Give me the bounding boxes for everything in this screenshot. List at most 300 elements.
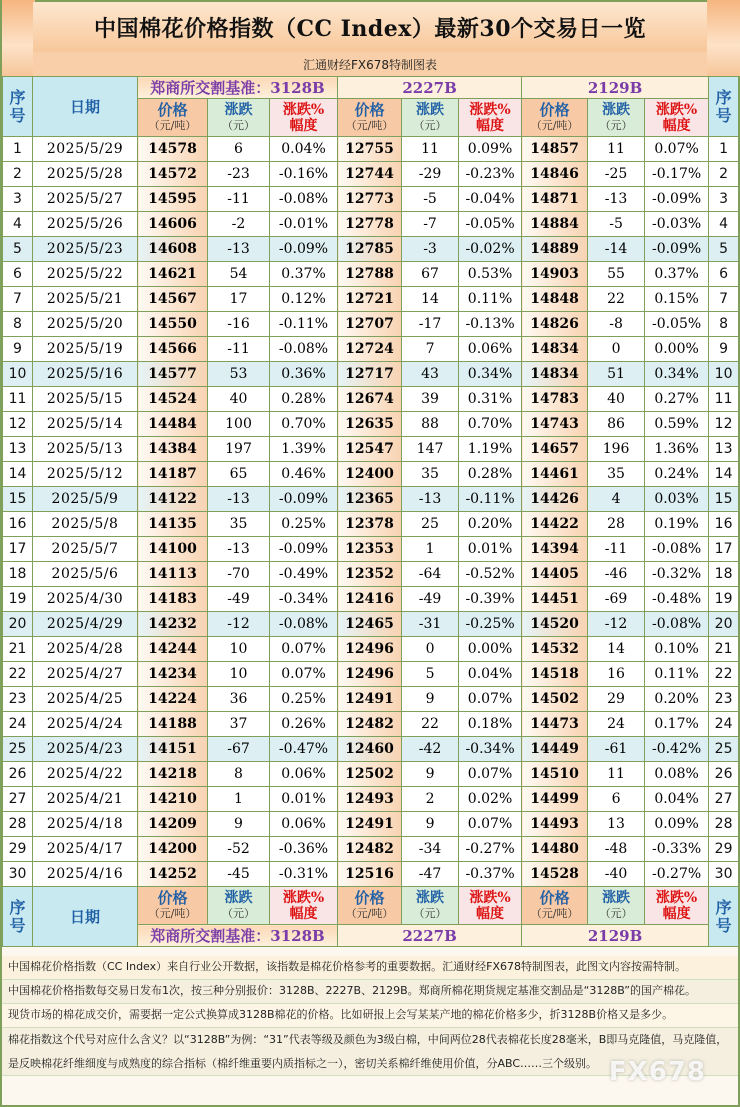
change-2129b: 4 <box>588 487 645 512</box>
price-3128b: 14550 <box>138 312 208 337</box>
row-date: 2025/5/23 <box>33 237 138 262</box>
g2129b-price-header <box>522 99 588 137</box>
change-3128b: 35 <box>208 512 270 537</box>
change-label: 涨跌 <box>416 101 445 118</box>
change-2227b: -34 <box>402 837 459 862</box>
change-2227b: 9 <box>402 687 459 712</box>
pct-label-top: 涨跌% <box>655 889 698 906</box>
price-2129b: 14461 <box>522 462 588 487</box>
pct-3128b: 0.26% <box>270 712 338 737</box>
date-header: 日期 <box>33 77 138 137</box>
table-row <box>3 287 739 312</box>
change-2129b: -48 <box>588 837 645 862</box>
pct-3128b: -0.09% <box>270 487 338 512</box>
pct-2227b: 0.07% <box>459 687 522 712</box>
change-label: 涨跌 <box>602 889 631 906</box>
row-date: 2025/5/16 <box>33 362 138 387</box>
change-2129b: 196 <box>588 437 645 462</box>
change-3128b: -13 <box>208 237 270 262</box>
f2129b-pct-header <box>645 887 709 925</box>
price-2129b: 14834 <box>522 337 588 362</box>
change-3128b: 9 <box>208 812 270 837</box>
change-2129b: 55 <box>588 262 645 287</box>
table-row <box>3 537 739 562</box>
pct-2129b: 0.08% <box>645 762 709 787</box>
price-3128b: 14232 <box>138 612 208 637</box>
row-date: 2025/4/23 <box>33 737 138 762</box>
row-seq-right: 25 <box>709 737 739 762</box>
note-2: 中国棉花价格指数每交易日发布1次，按三种分别报价：3128B、2227B、2129B。郑商所棉花期货规定基准交割品是“3128B”的国产棉花。 <box>2 980 738 1004</box>
change-2227b: 7 <box>402 337 459 362</box>
price-3128b: 14621 <box>138 262 208 287</box>
left-header-strip <box>2 0 35 76</box>
pct-2129b: 0.11% <box>645 662 709 687</box>
change-2227b: 67 <box>402 262 459 287</box>
row-date: 2025/5/19 <box>33 337 138 362</box>
table-row <box>3 412 739 437</box>
row-seq-right: 10 <box>709 362 739 387</box>
price-label: 价格 <box>539 100 570 119</box>
price-3128b: 14122 <box>138 487 208 512</box>
row-seq: 24 <box>3 712 33 737</box>
table-row <box>3 737 739 762</box>
pct-2129b: 0.03% <box>645 487 709 512</box>
change-2227b: 35 <box>402 462 459 487</box>
row-date: 2025/4/18 <box>33 812 138 837</box>
row-date: 2025/5/14 <box>33 412 138 437</box>
row-date: 2025/5/20 <box>33 312 138 337</box>
table-row <box>3 137 739 162</box>
row-seq: 26 <box>3 762 33 787</box>
price-3128b: 14595 <box>138 187 208 212</box>
pct-label-top: 涨跌% <box>282 889 325 906</box>
row-date: 2025/5/13 <box>33 437 138 462</box>
g2227b-price-header <box>338 99 402 137</box>
seq-label: 序号 <box>715 87 732 125</box>
price-3128b: 14200 <box>138 837 208 862</box>
pct-label-bottom: 幅度 <box>476 117 505 134</box>
row-date: 2025/5/8 <box>33 512 138 537</box>
group-header-2129b: 2129B <box>522 77 709 99</box>
change-2227b: -7 <box>402 212 459 237</box>
pct-label-bottom: 幅度 <box>289 117 318 134</box>
change-3128b: 37 <box>208 712 270 737</box>
pct-label-bottom: 幅度 <box>662 905 691 922</box>
pct-2227b: -0.27% <box>459 837 522 862</box>
pct-3128b: 0.36% <box>270 362 338 387</box>
price-3128b: 14135 <box>138 512 208 537</box>
table-row <box>3 787 739 812</box>
group-footer-3128b: 郑商所交割基准：3128B <box>138 925 338 947</box>
price-2227b: 12778 <box>338 212 402 237</box>
pct-2129b: 0.10% <box>645 637 709 662</box>
change-2129b: 0 <box>588 337 645 362</box>
change-2129b: 11 <box>588 137 645 162</box>
table-row <box>3 587 739 612</box>
price-3128b: 14224 <box>138 687 208 712</box>
price-unit: （元/吨） <box>530 906 579 920</box>
pct-2129b: -0.32% <box>645 562 709 587</box>
table-row <box>3 337 739 362</box>
pct-2129b: 0.07% <box>645 137 709 162</box>
price-2227b: 12707 <box>338 312 402 337</box>
price-3128b: 14524 <box>138 387 208 412</box>
row-seq-right: 3 <box>709 187 739 212</box>
pct-3128b: -0.08% <box>270 187 338 212</box>
row-seq-right: 5 <box>709 237 739 262</box>
row-date: 2025/5/22 <box>33 262 138 287</box>
pct-2129b: 1.36% <box>645 437 709 462</box>
seq-label: 序号 <box>9 87 26 125</box>
change-label: 涨跌 <box>602 101 631 118</box>
pct-2129b: 0.27% <box>645 387 709 412</box>
row-seq-right: 24 <box>709 712 739 737</box>
pct-2227b: 0.20% <box>459 512 522 537</box>
price-3128b: 14100 <box>138 537 208 562</box>
note-1: 中国棉花价格指数（CC Index）来自行业公开数据，该指数是棉花价格参考的重要数据。汇通财经FX678特制图表，此图文内容按需特制。 <box>2 956 738 980</box>
price-2129b: 14871 <box>522 187 588 212</box>
price-3128b: 14210 <box>138 787 208 812</box>
table-row <box>3 212 739 237</box>
pct-3128b: 0.37% <box>270 262 338 287</box>
change-2227b: 147 <box>402 437 459 462</box>
pct-2227b: 0.18% <box>459 712 522 737</box>
price-2129b: 14903 <box>522 262 588 287</box>
change-2227b: 14 <box>402 287 459 312</box>
pct-2129b: 0.15% <box>645 287 709 312</box>
pct-2129b: 0.17% <box>645 712 709 737</box>
pct-3128b: 0.04% <box>270 137 338 162</box>
change-3128b: 53 <box>208 362 270 387</box>
change-2227b: 39 <box>402 387 459 412</box>
pct-3128b: 0.01% <box>270 787 338 812</box>
row-date: 2025/5/9 <box>33 487 138 512</box>
change-2129b: 6 <box>588 787 645 812</box>
pct-2129b: -0.09% <box>645 187 709 212</box>
pct-2227b: 0.34% <box>459 362 522 387</box>
price-2227b: 12717 <box>338 362 402 387</box>
seq-label: 序号 <box>715 897 732 935</box>
pct-3128b: -0.47% <box>270 737 338 762</box>
change-2129b: -61 <box>588 737 645 762</box>
price-2129b: 14783 <box>522 387 588 412</box>
price-2227b: 12502 <box>338 762 402 787</box>
price-2129b: 14532 <box>522 637 588 662</box>
change-2129b: -12 <box>588 612 645 637</box>
price-2227b: 12516 <box>338 862 402 887</box>
change-2129b: -14 <box>588 237 645 262</box>
row-date: 2025/4/29 <box>33 612 138 637</box>
f2129b-price-header <box>522 887 588 925</box>
row-seq: 8 <box>3 312 33 337</box>
price-3128b: 14384 <box>138 437 208 462</box>
change-2227b: 0 <box>402 637 459 662</box>
pct-label-top: 涨跌% <box>469 889 511 906</box>
row-date: 2025/4/21 <box>33 787 138 812</box>
table-row <box>3 512 739 537</box>
pct-2129b: 0.00% <box>645 337 709 362</box>
row-seq: 7 <box>3 287 33 312</box>
row-seq: 13 <box>3 437 33 462</box>
pct-2129b: -0.08% <box>645 612 709 637</box>
row-seq-right: 27 <box>709 787 739 812</box>
table-row <box>3 387 739 412</box>
price-2129b: 14510 <box>522 762 588 787</box>
row-seq: 30 <box>3 862 33 887</box>
price-2129b: 14743 <box>522 412 588 437</box>
price-3128b: 14608 <box>138 237 208 262</box>
table-row <box>3 312 739 337</box>
f2227b-pct-header <box>459 887 522 925</box>
row-date: 2025/4/27 <box>33 662 138 687</box>
row-seq-right: 13 <box>709 437 739 462</box>
f3128b-price-header <box>138 887 208 925</box>
change-3128b: 1 <box>208 787 270 812</box>
row-seq: 11 <box>3 387 33 412</box>
row-date: 2025/5/26 <box>33 212 138 237</box>
footer-row-columns <box>3 887 739 925</box>
change-2227b: -42 <box>402 737 459 762</box>
pct-3128b: 1.39% <box>270 437 338 462</box>
pct-2227b: -0.05% <box>459 212 522 237</box>
change-3128b: -13 <box>208 537 270 562</box>
price-3128b: 14234 <box>138 662 208 687</box>
price-3128b: 14113 <box>138 562 208 587</box>
cotton-index-table <box>2 76 739 947</box>
price-2227b: 12785 <box>338 237 402 262</box>
f2129b-change-header <box>588 887 645 925</box>
price-label: 价格 <box>157 888 188 907</box>
g2129b-pct-header <box>645 99 709 137</box>
change-2227b: 2 <box>402 787 459 812</box>
price-2129b: 14422 <box>522 512 588 537</box>
pct-2227b: 0.28% <box>459 462 522 487</box>
price-3128b: 14578 <box>138 137 208 162</box>
row-seq-right: 21 <box>709 637 739 662</box>
table-row <box>3 562 739 587</box>
change-2129b: 11 <box>588 762 645 787</box>
price-2227b: 12491 <box>338 812 402 837</box>
price-2129b: 14834 <box>522 362 588 387</box>
price-2129b: 14518 <box>522 662 588 687</box>
change-3128b: -16 <box>208 312 270 337</box>
row-seq-right: 2 <box>709 162 739 187</box>
change-2227b: -31 <box>402 612 459 637</box>
table-row <box>3 837 739 862</box>
row-seq: 23 <box>3 687 33 712</box>
price-3128b: 14566 <box>138 337 208 362</box>
table-row <box>3 687 739 712</box>
change-2227b: 9 <box>402 762 459 787</box>
row-seq-right: 4 <box>709 212 739 237</box>
pct-label-top: 涨跌% <box>282 101 325 118</box>
pct-2129b: -0.08% <box>645 537 709 562</box>
table-row <box>3 637 739 662</box>
change-3128b: -67 <box>208 737 270 762</box>
row-seq-right: 11 <box>709 387 739 412</box>
price-unit: （元/吨） <box>148 906 197 920</box>
pct-2227b: 0.09% <box>459 137 522 162</box>
row-date: 2025/5/6 <box>33 562 138 587</box>
price-2129b: 14889 <box>522 237 588 262</box>
change-3128b: -12 <box>208 612 270 637</box>
row-seq: 15 <box>3 487 33 512</box>
change-2227b: -47 <box>402 862 459 887</box>
pct-2129b: 0.19% <box>645 512 709 537</box>
subtitle-bar <box>33 52 707 76</box>
row-date: 2025/5/21 <box>33 287 138 312</box>
price-2129b: 14657 <box>522 437 588 462</box>
pct-label-bottom: 幅度 <box>662 117 691 134</box>
change-3128b: -11 <box>208 337 270 362</box>
pct-3128b: -0.16% <box>270 162 338 187</box>
row-seq-right: 17 <box>709 537 739 562</box>
table-row <box>3 862 739 887</box>
group-footer-2129b: 2129B <box>522 925 709 947</box>
price-2129b: 14449 <box>522 737 588 762</box>
pct-3128b: 0.28% <box>270 387 338 412</box>
change-2227b: -13 <box>402 487 459 512</box>
table-row <box>3 612 739 637</box>
row-seq: 25 <box>3 737 33 762</box>
price-2129b: 14426 <box>522 487 588 512</box>
price-2227b: 12755 <box>338 137 402 162</box>
pct-3128b: -0.31% <box>270 862 338 887</box>
change-2129b: -11 <box>588 537 645 562</box>
pct-2227b: 0.70% <box>459 412 522 437</box>
group-header-2227b: 2227B <box>338 77 522 99</box>
price-2129b: 14493 <box>522 812 588 837</box>
change-unit: （元） <box>599 118 633 132</box>
row-date: 2025/5/27 <box>33 187 138 212</box>
seq-footer-left <box>3 887 33 947</box>
row-seq-right: 16 <box>709 512 739 537</box>
price-2227b: 12465 <box>338 612 402 637</box>
pct-2129b: -0.48% <box>645 587 709 612</box>
change-3128b: 65 <box>208 462 270 487</box>
g2227b-pct-header <box>459 99 522 137</box>
pct-2227b: 0.07% <box>459 762 522 787</box>
row-seq-right: 23 <box>709 687 739 712</box>
pct-label-top: 涨跌% <box>655 101 698 118</box>
pct-3128b: -0.09% <box>270 537 338 562</box>
row-date: 2025/4/25 <box>33 687 138 712</box>
change-label: 涨跌 <box>224 101 253 118</box>
row-seq: 12 <box>3 412 33 437</box>
price-2129b: 14394 <box>522 537 588 562</box>
pct-2227b: 0.11% <box>459 287 522 312</box>
pct-2129b: 0.59% <box>645 412 709 437</box>
row-seq-right: 19 <box>709 587 739 612</box>
change-2129b: 16 <box>588 662 645 687</box>
row-seq: 29 <box>3 837 33 862</box>
note-4: 棉花指数这个代号对应什么含义？以“3128B”为例：“31”代表等级及颜色为3级白棉，中间两位28代表棉花长度28毫米，B即马克隆值，马克隆值，是反映棉花纤维细度与成熟度的综合指标（棉纤维重要内质指标之一），密切关系棉纤维使用价值，分ABC……三个级别。 <box>2 1028 738 1076</box>
pct-2227b: 0.00% <box>459 637 522 662</box>
price-2129b: 14473 <box>522 712 588 737</box>
price-2227b: 12491 <box>338 687 402 712</box>
pct-3128b: -0.36% <box>270 837 338 862</box>
change-3128b: 100 <box>208 412 270 437</box>
row-seq-right: 12 <box>709 412 739 437</box>
table-row <box>3 162 739 187</box>
row-seq: 5 <box>3 237 33 262</box>
change-2227b: 25 <box>402 512 459 537</box>
change-2129b: -40 <box>588 862 645 887</box>
change-2129b: 51 <box>588 362 645 387</box>
pct-2227b: 0.02% <box>459 787 522 812</box>
change-3128b: 54 <box>208 262 270 287</box>
change-2227b: -29 <box>402 162 459 187</box>
pct-3128b: 0.25% <box>270 512 338 537</box>
pct-3128b: 0.06% <box>270 762 338 787</box>
price-3128b: 14572 <box>138 162 208 187</box>
change-3128b: -23 <box>208 162 270 187</box>
right-header-strip <box>707 0 740 76</box>
row-seq-right: 22 <box>709 662 739 687</box>
price-2129b: 14846 <box>522 162 588 187</box>
pct-2129b: 0.09% <box>645 812 709 837</box>
table-row <box>3 762 739 787</box>
row-seq-right: 28 <box>709 812 739 837</box>
group-footer-2227b: 2227B <box>338 925 522 947</box>
pct-3128b: -0.01% <box>270 212 338 237</box>
change-3128b: 6 <box>208 137 270 162</box>
price-label: 价格 <box>354 100 385 119</box>
change-3128b: -70 <box>208 562 270 587</box>
header-row-groups <box>3 77 739 99</box>
pct-2227b: -0.23% <box>459 162 522 187</box>
row-seq: 4 <box>3 212 33 237</box>
pct-2227b: -0.37% <box>459 862 522 887</box>
title-bar <box>33 2 707 52</box>
row-seq-right: 29 <box>709 837 739 862</box>
row-seq-right: 26 <box>709 762 739 787</box>
row-date: 2025/4/16 <box>33 862 138 887</box>
price-2129b: 14884 <box>522 212 588 237</box>
price-3128b: 14188 <box>138 712 208 737</box>
pct-2227b: -0.52% <box>459 562 522 587</box>
price-3128b: 14187 <box>138 462 208 487</box>
price-2129b: 14451 <box>522 587 588 612</box>
change-2227b: 22 <box>402 712 459 737</box>
price-unit: （元/吨） <box>345 118 394 132</box>
change-3128b: -11 <box>208 187 270 212</box>
note-3: 现货市场的棉花成交价，需要据一定公式换算成3128B棉花的价格。比如研报上会写某某产地的棉花价格多少，折3128B价格又是多少。 <box>2 1004 738 1028</box>
seq-header-right <box>709 77 739 137</box>
change-2227b: 88 <box>402 412 459 437</box>
price-3128b: 14484 <box>138 412 208 437</box>
pct-2129b: -0.05% <box>645 312 709 337</box>
row-seq: 28 <box>3 812 33 837</box>
change-2227b: 5 <box>402 662 459 687</box>
price-2227b: 12788 <box>338 262 402 287</box>
row-seq: 20 <box>3 612 33 637</box>
pct-2129b: -0.42% <box>645 737 709 762</box>
pct-2129b: 0.34% <box>645 362 709 387</box>
table-row <box>3 662 739 687</box>
row-seq-right: 14 <box>709 462 739 487</box>
row-seq: 10 <box>3 362 33 387</box>
change-3128b: -13 <box>208 487 270 512</box>
seq-header-left <box>3 77 33 137</box>
row-seq: 19 <box>3 587 33 612</box>
price-2129b: 14857 <box>522 137 588 162</box>
price-2129b: 14826 <box>522 312 588 337</box>
pct-3128b: 0.46% <box>270 462 338 487</box>
row-seq: 22 <box>3 662 33 687</box>
change-2227b: -49 <box>402 587 459 612</box>
row-date: 2025/4/17 <box>33 837 138 862</box>
